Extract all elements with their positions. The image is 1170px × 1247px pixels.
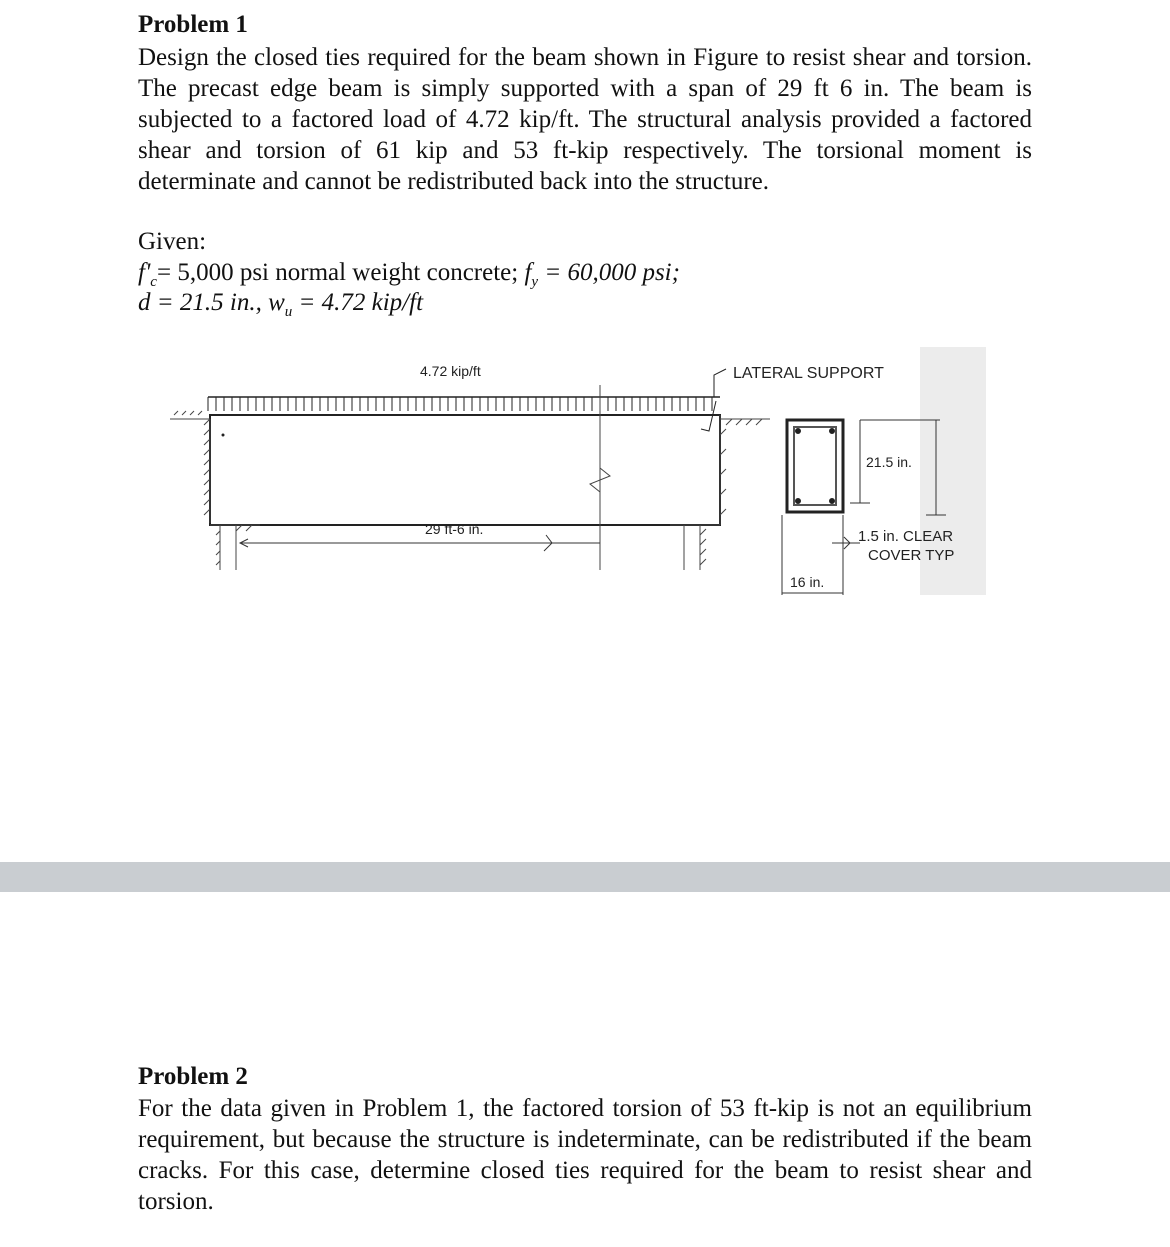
beam-figure <box>160 345 990 600</box>
fy-text: = 60,000 psi; <box>538 259 680 286</box>
fy-symbol: f <box>524 259 532 286</box>
cover-label-2: COVER TYP <box>868 547 955 564</box>
span-label: 29 ft-6 in. <box>425 521 484 537</box>
load-label: 4.72 kip/ft <box>420 363 481 379</box>
problem-1-title: Problem 1 <box>138 11 248 38</box>
beam-figure-svg <box>160 345 990 600</box>
cover-label-1: 1.5 in. CLEAR <box>858 528 954 545</box>
problem-2-title: Problem 2 <box>138 1063 248 1090</box>
given-line-2 <box>138 288 423 327</box>
width-label: 16 in. <box>790 574 825 590</box>
wu-text: = 4.72 kip/ft <box>292 289 424 316</box>
lateral-support-label: LATERAL SUPPORT <box>733 365 884 382</box>
fc-text: = 5,000 psi normal weight concrete; <box>156 259 525 286</box>
fc-symbol: f' <box>138 259 151 286</box>
fy-subscript: y <box>531 274 539 290</box>
problem-2-body: For the data given in Problem 1, the factored torsion of 53 ft-kip is not an equilibrium requirement, but because the structure is indeterminate, can be redistributed if the beam cracks. For this case, determine closed ties required for the beam to resist shear and torsion. <box>138 1095 1032 1215</box>
page-separator <box>0 862 1170 892</box>
wu-symbol: w <box>268 289 285 316</box>
given-label: Given: <box>138 228 207 255</box>
effective-depth-label: 21.5 in. <box>866 454 912 470</box>
fc-subscript: c <box>150 274 157 290</box>
problem-1-body: Design the closed ties required for the beam shown in Figure to resist shear and torsion. The precast edge beam is simply supported with a span of 29 ft 6 in. The beam is subjected to a factored load of 4.72 kip/ft. The structural analysis provided a factored shear and torsion of 61 kip and 53 ft-kip respectively. The torsional moment is determinate and cannot be redistributed back into the structure. <box>138 44 1032 195</box>
d-text: d = 21.5 in., <box>138 289 269 316</box>
wu-subscript: u <box>284 304 293 320</box>
